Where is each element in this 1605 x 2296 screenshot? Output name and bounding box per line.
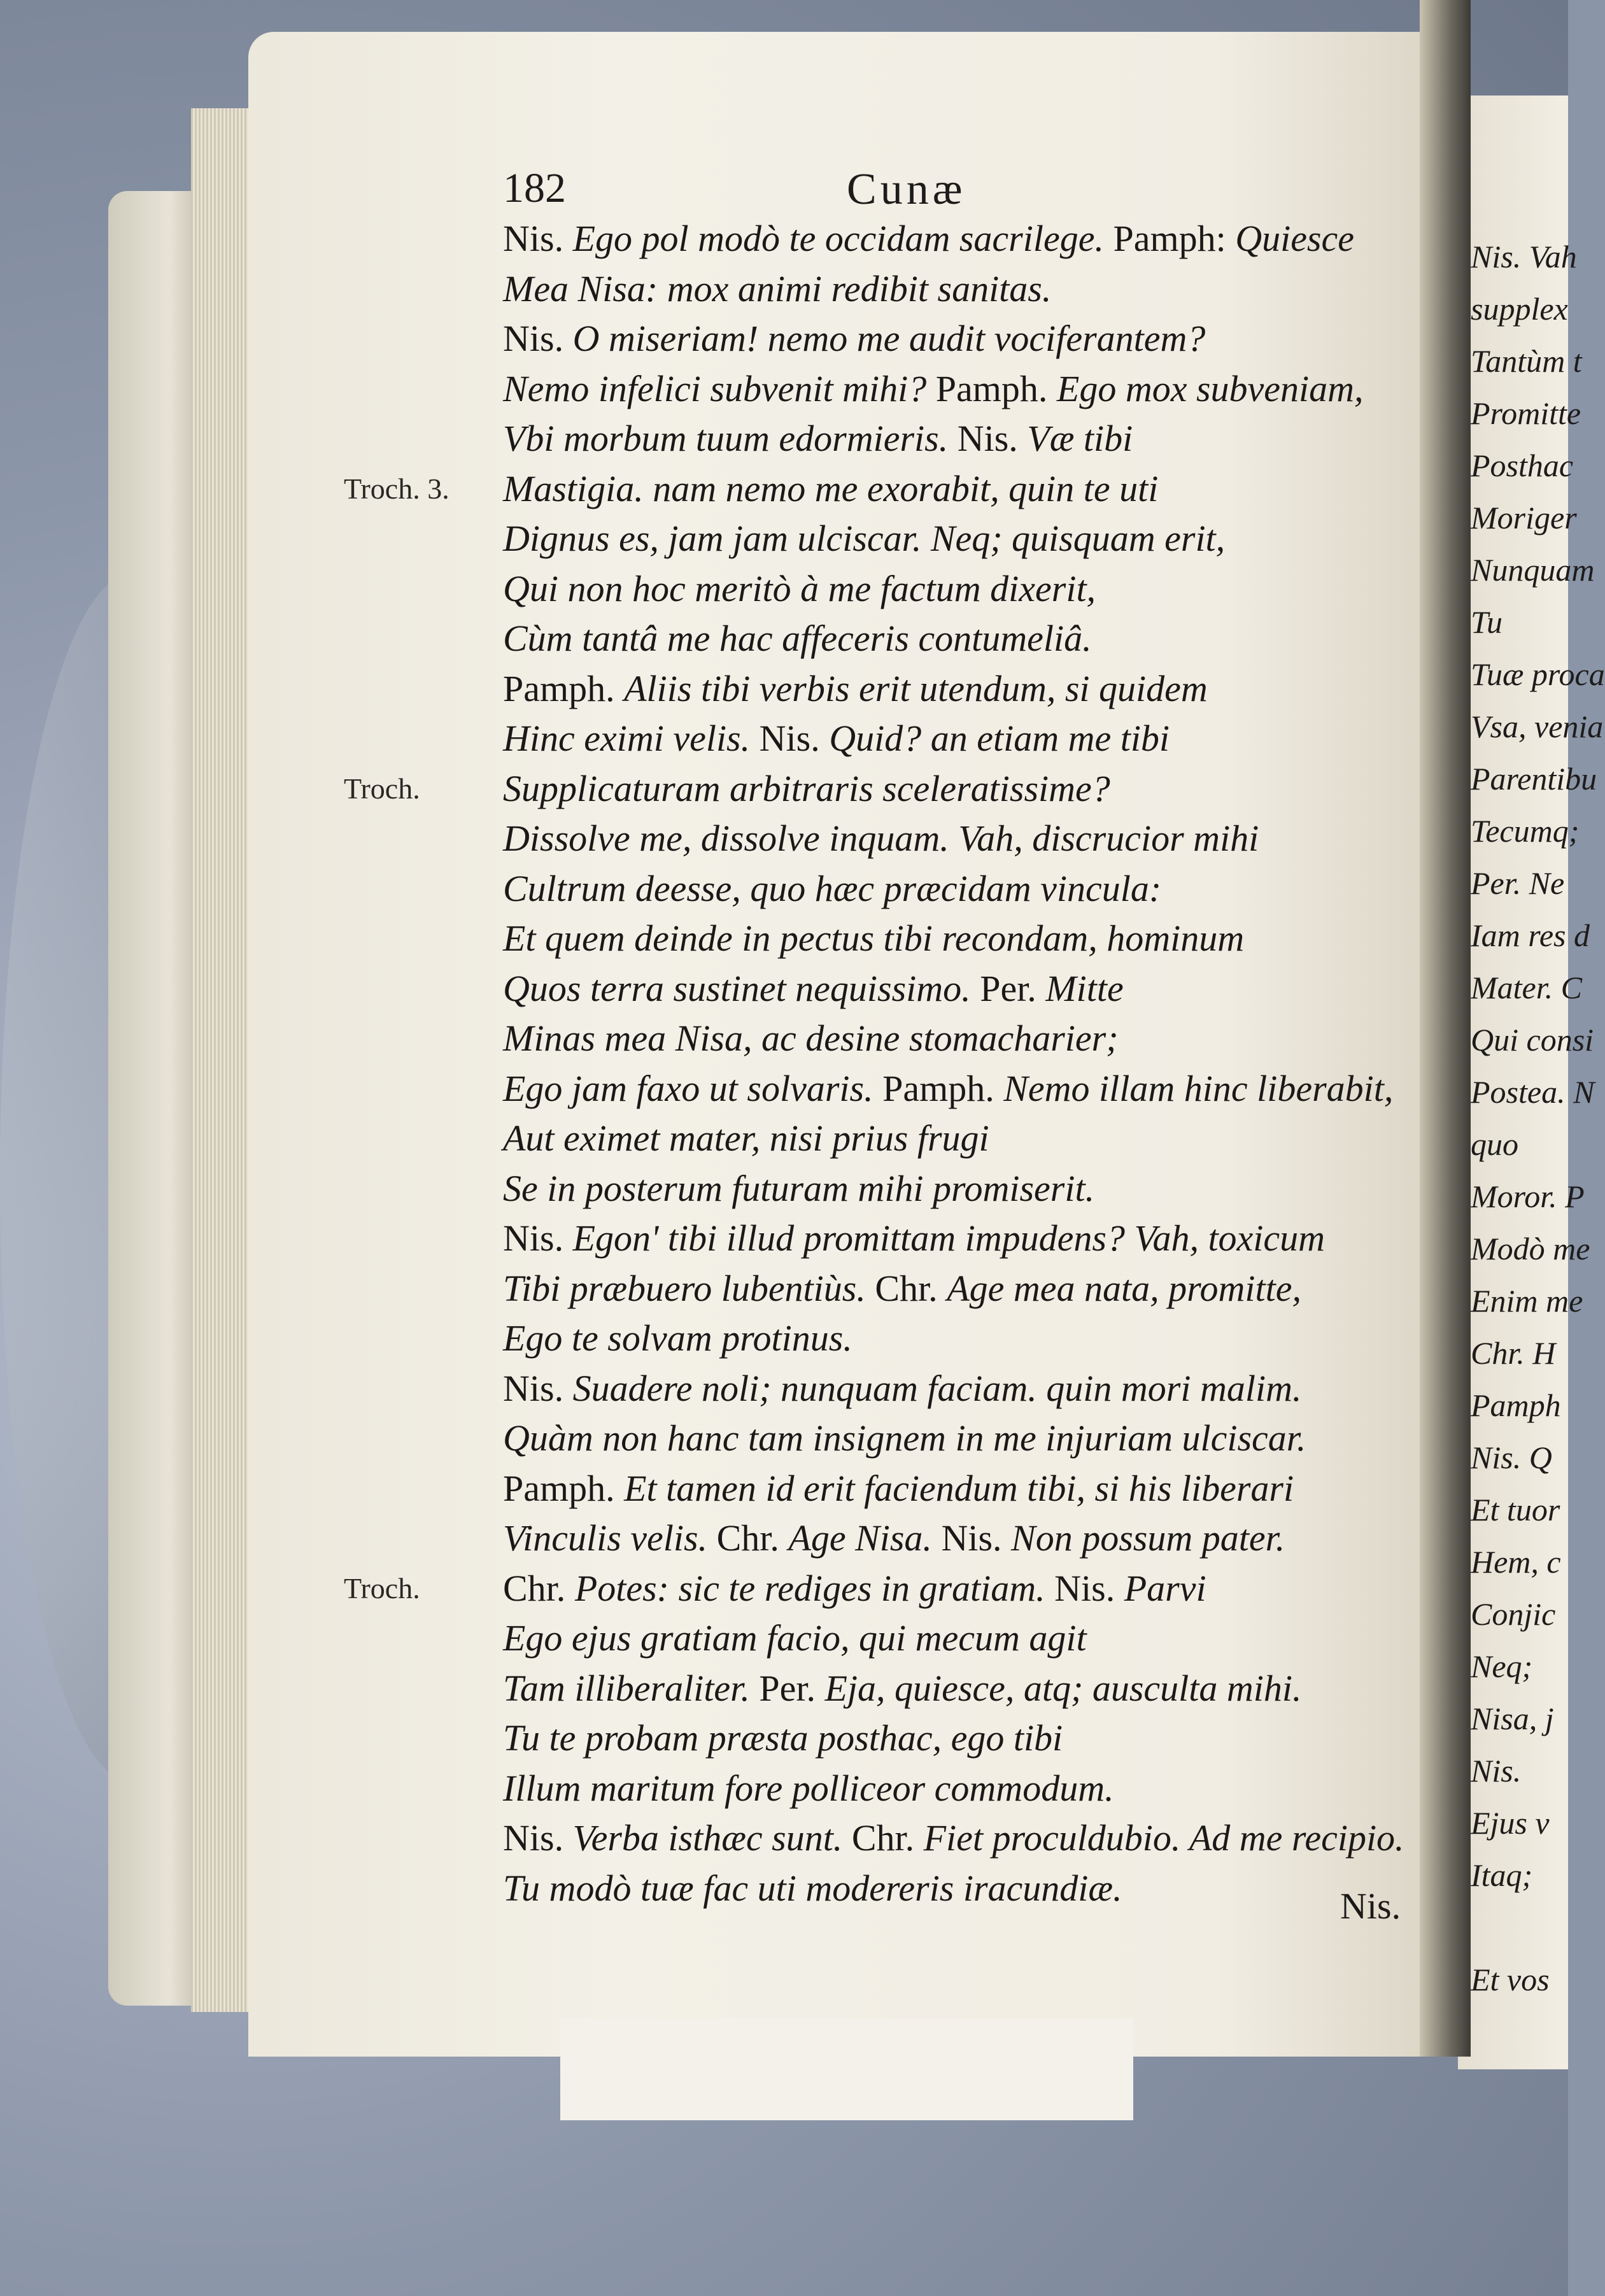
right-page-line: Tantùm t (1471, 343, 1582, 379)
text-line (503, 1566, 1401, 1611)
right-page-line: Et tuor (1471, 1492, 1560, 1527)
right-page-line: Hem, c (1471, 1544, 1561, 1580)
speaker-label: Nis. (941, 1517, 1012, 1559)
speaker-label: Per. (759, 1667, 825, 1709)
page-number: 182 (503, 165, 566, 211)
text-line (503, 216, 1401, 261)
text-line (503, 1666, 1401, 1711)
speaker-label: Nis. (503, 318, 573, 359)
verse-text: Potes: sic te rediges in gratiam. (574, 1567, 1055, 1609)
right-page-line: Tuæ proca (1471, 656, 1605, 692)
right-page-line: Tecumq; (1471, 813, 1580, 849)
paper-patch (560, 2018, 1133, 2120)
text-line (503, 716, 1401, 761)
text-line (503, 1416, 1401, 1461)
right-page-line: Iam res d (1471, 918, 1590, 953)
text-line (503, 967, 1401, 1011)
right-page-line: Parentibu (1471, 761, 1597, 797)
right-page-line: supplex (1471, 291, 1568, 327)
right-page-line: Per. Ne (1471, 865, 1565, 901)
margin-note: Troch. 3. (344, 472, 449, 505)
speaker-label: Pamph: (1113, 218, 1236, 259)
verse-text: Qui non hoc meritò à me factum dixerit, (503, 567, 1096, 609)
verse-text: Supplicaturam arbitraris sceleratissime? (503, 767, 1110, 809)
verse-text: Dissolve me, dissolve inquam. Vah, discrucior mihi (503, 818, 1259, 859)
verse-text: Tu modò tuæ fac uti modereris iracundiæ. (503, 1867, 1122, 1909)
text-line (503, 867, 1401, 911)
right-page-line: Nis. (1471, 1753, 1522, 1789)
catchword: Nis. (1340, 1885, 1401, 1927)
verse-text: Dignus es, jam jam ulciscar. Neq; quisquam erit, (503, 518, 1226, 559)
speaker-label: Chr. (875, 1267, 947, 1309)
verse-text: Minas mea Nisa, ac desine stomacharier; (503, 1017, 1119, 1059)
verse-text: Mea Nisa: mox animi redibit sanitas. (503, 267, 1052, 309)
verse-text: Tam illiberaliter. (503, 1667, 760, 1709)
text-line (503, 816, 1401, 861)
verse-text: Ego te solvam protinus. (503, 1317, 852, 1359)
verse-text: Nemo illam hinc liberabit, (1003, 1067, 1394, 1109)
running-head: Cunæ (847, 165, 966, 214)
verse-text: Mastigia. nam nemo me exorabit, quin te uti (503, 467, 1159, 509)
verse-text: Et tamen id erit faciendum tibi, si his liberari (624, 1467, 1294, 1509)
right-page-line: Ejus v (1471, 1805, 1550, 1841)
text-line (503, 1216, 1401, 1261)
right-page-line: Nis. Vah (1471, 239, 1577, 274)
speaker-label: Chr. (716, 1517, 789, 1559)
verse-text: Quiesce (1235, 218, 1354, 259)
speaker-label: Pamph. (503, 667, 625, 709)
verse-text: Quid? an etiam me tibi (829, 718, 1170, 759)
right-page-line: Itaq; (1471, 1857, 1533, 1893)
verse-text: Aut eximet mater, nisi prius frugi (503, 1117, 989, 1159)
right-page-line: Pamph (1471, 1387, 1561, 1423)
speaker-label: Nis. (503, 1367, 573, 1409)
text-line (503, 1766, 1401, 1811)
margin-note: Troch. (344, 772, 420, 805)
speaker-label: Chr. (503, 1567, 575, 1609)
verse-text: Quos terra sustinet nequissimo. (503, 967, 980, 1009)
verse-text: Tu te probam præsta posthac, ego tibi (503, 1717, 1063, 1759)
speaker-label: Pamph. (882, 1067, 1004, 1109)
verse-text: Age Nisa. (788, 1517, 942, 1559)
verse-text: Mitte (1045, 967, 1124, 1009)
speaker-label: Per. (980, 967, 1046, 1009)
text-line (503, 267, 1401, 311)
text-line (503, 1466, 1401, 1511)
text-line (503, 367, 1401, 411)
verse-text: Cùm tantâ me hac affeceris contumeliâ. (503, 618, 1092, 659)
speaker-label: Nis. (503, 1217, 573, 1259)
text-line (503, 416, 1401, 461)
verse-text: Eja, quiesce, atq; ausculta mihi. (824, 1667, 1302, 1709)
text-line (503, 1716, 1401, 1761)
text-line (503, 1166, 1401, 1211)
margin-note: Troch. (344, 1571, 420, 1605)
text-line (503, 1366, 1401, 1411)
verse-text: Ego ejus gratiam facio, qui mecum agit (503, 1617, 1087, 1659)
verse-text: Ego jam faxo ut solvaris. (503, 1067, 883, 1109)
verse-text: O miseriam! nemo me audit vociferantem? (572, 318, 1206, 359)
verse-text: Age mea nata, promitte, (947, 1267, 1301, 1309)
text-line (503, 316, 1401, 361)
right-page-line: Neq; (1471, 1648, 1533, 1684)
verse-text: Ego mox subveniam, (1056, 367, 1364, 409)
speaker-label: Chr. (851, 1817, 924, 1859)
text-line (503, 1016, 1401, 1061)
right-page-line: Et vos (1471, 1962, 1550, 1997)
speaker-label: Pamph. (935, 367, 1057, 409)
verse-text: Verba isthæc sunt. (572, 1817, 852, 1859)
text-line (503, 1866, 1401, 1911)
speaker-label: Nis. (503, 218, 573, 259)
verse-text: Illum maritum fore polliceor commodum. (503, 1767, 1114, 1809)
text-line (503, 1067, 1401, 1111)
verse-text: Vbi morbum tuum edormieris. (503, 418, 958, 459)
verse-text: Vinculis velis. (503, 1517, 717, 1559)
verse-text: Væ tibi (1027, 418, 1133, 459)
text-line (503, 1516, 1401, 1561)
text-line (503, 916, 1401, 961)
verse-text: Cultrum deesse, quo hæc præcidam vincula: (503, 867, 1162, 909)
verse-text: Tibi præbuero lubentiùs. (503, 1267, 875, 1309)
right-page-line: Posthac (1471, 448, 1574, 483)
verse-text: Suadere noli; nunquam faciam. quin mori malim. (572, 1367, 1302, 1409)
right-page-line: Mater. C (1471, 970, 1582, 1005)
text-line (503, 467, 1401, 511)
verse-text: Hinc eximi velis. (503, 718, 760, 759)
verse-text: Aliis tibi verbis erit utendum, si quidem (624, 667, 1208, 709)
text-line (503, 567, 1401, 611)
speaker-label: Nis. (759, 718, 830, 759)
text-line (503, 1816, 1404, 1860)
speaker-label: Nis. (957, 418, 1028, 459)
right-page-line: Tu (1471, 604, 1503, 640)
verse-text: Fiet proculdubio. Ad me recipio. (923, 1817, 1404, 1859)
verse-text: Quàm non hanc tam insignem in me injuriam ulciscar. (503, 1417, 1306, 1459)
book-gutter (1420, 0, 1471, 2057)
right-page-line: Qui consi (1471, 1022, 1594, 1058)
right-page-line: Nunquam (1471, 552, 1595, 588)
verse-text: Et quem deinde in pectus tibi recondam, hominum (503, 918, 1245, 959)
right-page-line: Modò me (1471, 1231, 1590, 1266)
right-page-line: Nisa, j (1471, 1701, 1554, 1736)
verse-text: Ego pol modò te occidam sacrilege. (572, 218, 1114, 259)
verse-text: Nemo infelici subvenit mihi? (503, 367, 936, 409)
text-line (503, 667, 1401, 711)
text-line (503, 1316, 1401, 1361)
verse-text: Parvi (1124, 1567, 1206, 1609)
right-page-line: Vsa, venia (1471, 709, 1604, 744)
speaker-label: Nis. (1054, 1567, 1124, 1609)
right-page-line: Moror. P (1471, 1179, 1585, 1214)
text-line (503, 767, 1401, 811)
right-page-line (1471, 1906, 1566, 1948)
right-page-line: quo (1471, 1126, 1518, 1162)
text-line (503, 1116, 1401, 1161)
text-line (503, 1266, 1401, 1311)
right-page-line: Nis. Q (1471, 1440, 1552, 1475)
text-line (503, 516, 1401, 561)
speaker-label: Nis. (503, 1817, 573, 1859)
right-page-line: Promitte (1471, 395, 1581, 431)
verse-text: Egon' tibi illud promittam impudens? Vah, toxicum (572, 1217, 1326, 1259)
right-page-line: Enim me (1471, 1283, 1583, 1319)
right-page-line: Moriger (1471, 500, 1577, 535)
text-line (503, 1616, 1401, 1661)
right-page-line: Chr. H (1471, 1335, 1556, 1371)
verse-text: Se in posterum futuram mihi promiserit. (503, 1167, 1095, 1209)
right-page-line: Postea. N (1471, 1074, 1595, 1110)
speaker-label: Pamph. (503, 1467, 625, 1509)
right-page-line: Conjic (1471, 1596, 1556, 1632)
text-line (503, 616, 1401, 661)
verse-text: Non possum pater. (1011, 1517, 1285, 1559)
